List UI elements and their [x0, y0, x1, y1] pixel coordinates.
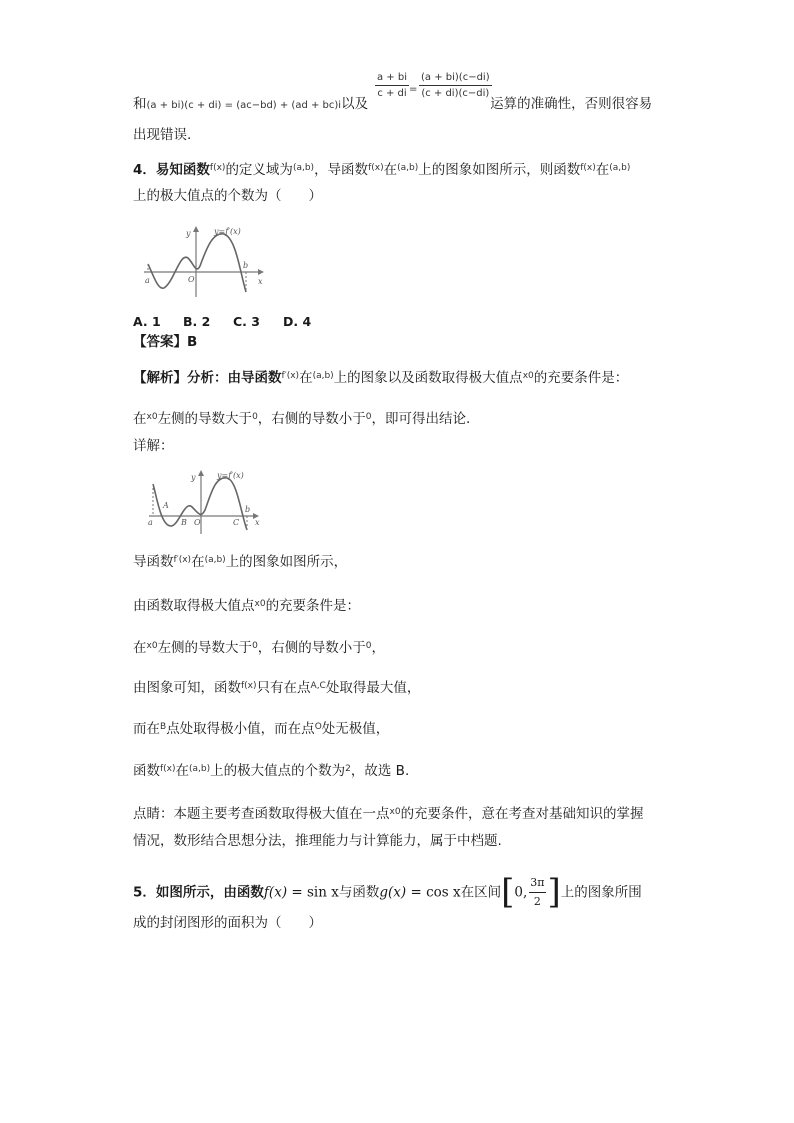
analysis-line-1 [133, 369, 628, 389]
math-zero: 0 [252, 412, 258, 422]
text: ， [371, 640, 386, 656]
text: 【解析】分析：由导函数 [133, 370, 282, 386]
math-b: B [160, 722, 167, 732]
fraction-3pi-over-2 [529, 874, 545, 911]
math-ab: (a,b) [204, 555, 226, 565]
math-x0: x0 [146, 412, 158, 422]
math-x0: x0 [522, 371, 534, 381]
text: ，即可得出结论. [371, 411, 471, 427]
tip-line-2: 情况，数形结合思想分法，推理能力与计算能力，属于中档题. [133, 833, 502, 849]
frac2-numerator: (a + bi)(c−di) [419, 72, 492, 86]
math-fpx: f′(x) [281, 371, 300, 381]
text: 的充要条件，意在考查对基础知识的掌握 [400, 806, 644, 822]
text: 上的极大值点的个数为 [210, 763, 346, 779]
formula-product: (a + bi)(c + di) = (ac−bd) + (ad + bc)i [146, 100, 342, 111]
x-label: x [255, 518, 260, 527]
q4-line-2: 上的极大值点的个数为（ ） [133, 188, 322, 204]
q5-line-1: 5．如图所示，由函数f(x) = sin x与函数g(x) = cos x在区间[0, $\frac{3\pi}{2}$ ]上的图象所围 [133, 871, 642, 912]
math-zero: 0 [365, 412, 372, 422]
y-axis-arrow [193, 226, 199, 232]
text: 在 [133, 640, 147, 656]
q4-options [133, 313, 311, 331]
math-x0: x0 [146, 641, 158, 651]
q4-line-1 [133, 161, 630, 181]
math-ab: (a,b) [609, 163, 631, 173]
frac2-denominator: (c + di)(c−di) [421, 88, 490, 99]
derivative-graph-1 [140, 222, 275, 302]
answer-label: 【答案】B [133, 334, 198, 350]
math-fx: f(x) [209, 163, 226, 173]
frac-numerator: 3π [529, 874, 545, 893]
curve-label: y=f′(x) [217, 471, 244, 480]
text: 的充要条件是： [265, 598, 361, 614]
math-fx: f(x) [241, 681, 257, 691]
y-axis-arrow [198, 470, 204, 476]
math-sin: = sin x [291, 884, 339, 901]
text: 只有在点 [256, 680, 311, 696]
a-label: a [148, 518, 153, 527]
text: 在区间 [460, 884, 502, 901]
text: 左侧的导数大于 [157, 640, 253, 656]
frac-denominator: 2 [533, 895, 541, 908]
text: 的充要条件是： [533, 370, 629, 386]
math-f: f [263, 884, 269, 901]
math-fpx: f′(x) [173, 555, 192, 565]
text: 而在 [133, 721, 160, 737]
text: 上的图象所围 [560, 884, 642, 901]
curve-label: y=f′(x) [214, 227, 241, 236]
option-a: A. 1 [133, 314, 161, 329]
text: 在 [383, 162, 398, 178]
text: 以及 [341, 96, 369, 112]
text: ，右侧的导数小于 [257, 411, 366, 427]
q5-line-2: 成的封闭图形的面积为（ ） [133, 915, 322, 931]
text: 运算的准确性，否则很容易 [490, 96, 653, 112]
point-b-label: B [181, 518, 187, 527]
equals-sign: = [409, 84, 418, 95]
detail-line-2 [133, 597, 360, 617]
math-ac: A,C [310, 681, 326, 691]
detail-line-5 [133, 720, 389, 740]
text: 5．如图所示，由函数 [133, 884, 264, 901]
y-label: y [186, 229, 191, 238]
math-x: x [393, 884, 401, 901]
curve [148, 234, 249, 292]
b-label: b [243, 261, 249, 270]
origin-label: O [194, 518, 201, 527]
math-two: 2 [345, 764, 351, 774]
math-ab: (a,b) [189, 764, 211, 774]
math-cos: = cos x [410, 884, 461, 901]
text: 点处取得极小值，而在点 [166, 721, 315, 737]
text: 在 [595, 162, 610, 178]
option-c: C. 3 [233, 314, 260, 329]
x-axis-arrow [258, 269, 264, 275]
text: 处取得最大值， [325, 680, 421, 696]
text: 由函数取得极大值点 [133, 598, 255, 614]
math-fx: f(x) [160, 764, 176, 774]
math-x0: x0 [389, 807, 401, 817]
point-a-label: A [163, 501, 169, 510]
a-label: a [145, 276, 150, 285]
frac-numerator: a + bi [375, 72, 409, 86]
math-ab: (a,b) [397, 163, 419, 173]
detail-line-6 [133, 762, 409, 782]
math-zero: 0 [365, 641, 372, 651]
text: 上的图象如图所示， [225, 554, 348, 570]
analysis-line-2 [133, 410, 470, 430]
tip-line-1 [133, 805, 644, 825]
math-zero: 0, [514, 884, 528, 901]
option-b: B. 2 [183, 314, 211, 329]
text: 和 [133, 96, 147, 112]
text: 上的图象如图所示，则函数 [418, 162, 581, 178]
text: 导函数 [133, 554, 174, 570]
math-ab: (a,b) [312, 371, 334, 381]
detail-line-1 [133, 553, 347, 573]
text: 在 [191, 554, 205, 570]
text: 点睛：本题主要考查函数取得极大值在一点 [133, 806, 390, 822]
option-d: D. 4 [283, 314, 312, 329]
text: 处无极值， [321, 721, 390, 737]
line-top-2: 出现错误. [133, 127, 192, 143]
math-zero: 0 [252, 641, 258, 651]
math-o: O [314, 722, 322, 732]
text: 在 [299, 370, 313, 386]
text: 与函数 [338, 884, 380, 901]
text: 上的图象以及函数取得极大值点 [333, 370, 523, 386]
text: ，右侧的导数小于 [257, 640, 366, 656]
math-fx: f(x) [368, 163, 384, 173]
frac-denominator: c + di [377, 88, 407, 99]
math-x0: x0 [254, 599, 266, 609]
point-c-label: C [233, 518, 240, 527]
y-label: y [191, 473, 196, 482]
detail-line-4 [133, 679, 420, 699]
text: ，导函数 [314, 162, 369, 178]
math-g: g [379, 884, 388, 901]
text: ，故选 B. [350, 763, 410, 779]
math-x: x [274, 884, 282, 901]
math-ab: (a,b) [292, 163, 315, 173]
text: 由图象可知，函数 [133, 680, 241, 696]
b-label: b [245, 505, 251, 514]
origin-label: O [188, 275, 195, 284]
detail-label: 详解： [133, 438, 174, 454]
text: 在 [133, 411, 147, 427]
text: 在 [175, 763, 190, 779]
x-label: x [258, 277, 263, 286]
detail-line-3 [133, 639, 385, 659]
text: 4．易知函数 [133, 162, 210, 178]
line-top-1 [133, 95, 652, 115]
math-fx: f(x) [580, 163, 596, 173]
derivative-graph-2 [145, 468, 265, 538]
text: 左侧的导数大于 [157, 411, 253, 427]
text: 的定义域为 [225, 162, 293, 178]
text: 函数 [133, 763, 160, 779]
